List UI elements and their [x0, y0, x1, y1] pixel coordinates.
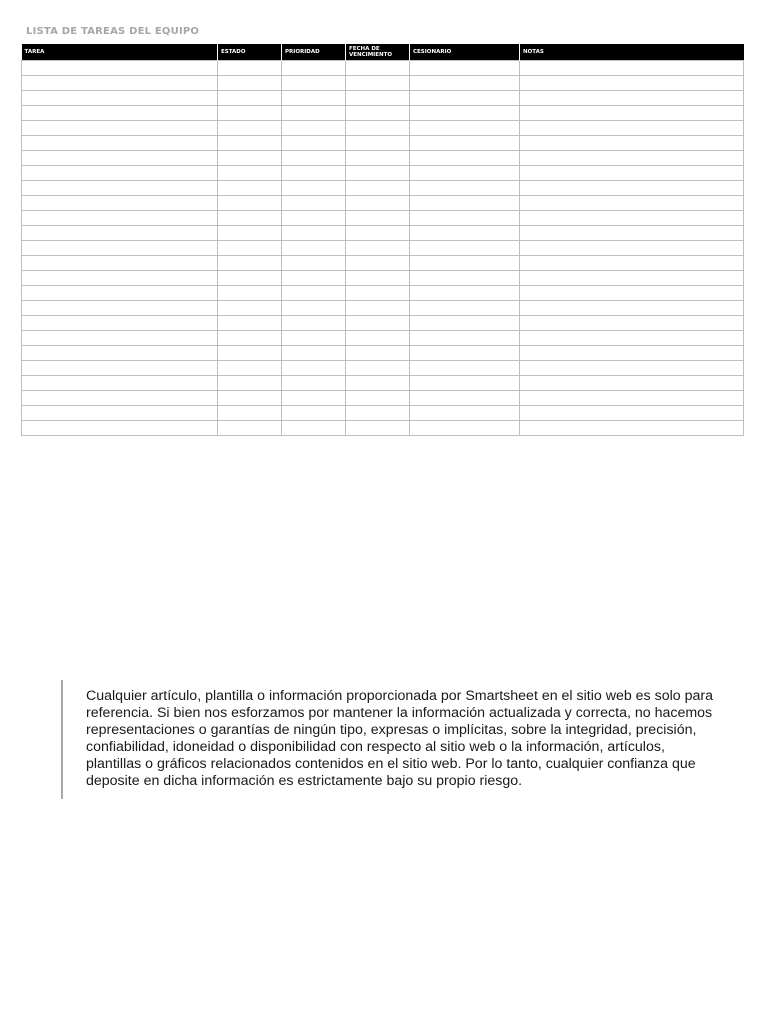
priority-cell[interactable] [282, 270, 346, 285]
priority-cell[interactable] [282, 60, 346, 75]
assignee-cell[interactable] [410, 405, 520, 420]
task-cell[interactable] [22, 300, 218, 315]
assignee-cell[interactable] [410, 75, 520, 90]
notes-cell[interactable] [520, 210, 744, 225]
table-row [22, 180, 744, 195]
table-row [22, 135, 744, 150]
disclaimer-text: Cualquier artículo, plantilla o información proporcionada por Smartsheet en el sitio web es solo para referencia. Si bien nos esforzamos por mantener la información actualizada y correcta, no hacemos representaciones o garantías de ningún tipo, expresas o implícitas, sobre la integridad, precisión, confiabilidad, idoneidad o disponibilidad con respecto al sitio web o la información, artículos, plantillas o gráficos relacionados contenidos en el sitio web. Por lo tanto, cualquier confianza que deposite en dicha información es estrictamente bajo su propio riesgo. [61, 680, 721, 799]
table-row [22, 150, 744, 165]
assignee-cell[interactable] [410, 315, 520, 330]
table-row [22, 255, 744, 270]
task-cell[interactable] [22, 270, 218, 285]
assignee-cell[interactable] [410, 270, 520, 285]
task-cell[interactable] [22, 210, 218, 225]
priority-cell[interactable] [282, 225, 346, 240]
task-cell[interactable] [22, 330, 218, 345]
task-cell[interactable] [22, 375, 218, 390]
due-date-cell[interactable] [346, 225, 410, 240]
status-cell[interactable] [218, 270, 282, 285]
status-cell[interactable] [218, 225, 282, 240]
assignee-cell[interactable] [410, 345, 520, 360]
notes-cell[interactable] [520, 90, 744, 105]
due-date-cell[interactable] [346, 360, 410, 375]
task-cell[interactable] [22, 135, 218, 150]
notes-cell[interactable] [520, 405, 744, 420]
table-row [22, 375, 744, 390]
notes-cell[interactable] [520, 330, 744, 345]
column-header-due-date: FECHA DE VENCIMIENTO [346, 44, 410, 60]
task-cell[interactable] [22, 75, 218, 90]
assignee-cell[interactable] [410, 420, 520, 435]
task-cell[interactable] [22, 390, 218, 405]
due-date-cell[interactable] [346, 405, 410, 420]
status-cell[interactable] [218, 390, 282, 405]
task-cell[interactable] [22, 285, 218, 300]
assignee-cell[interactable] [410, 90, 520, 105]
due-date-cell[interactable] [346, 255, 410, 270]
status-cell[interactable] [218, 165, 282, 180]
table-row [22, 105, 744, 120]
assignee-cell[interactable] [410, 210, 520, 225]
table-row [22, 60, 744, 75]
priority-cell[interactable] [282, 150, 346, 165]
notes-cell[interactable] [520, 75, 744, 90]
notes-cell[interactable] [520, 105, 744, 120]
assignee-cell[interactable] [410, 180, 520, 195]
status-cell[interactable] [218, 255, 282, 270]
table-row [22, 75, 744, 90]
table-row [22, 405, 744, 420]
assignee-cell[interactable] [410, 285, 520, 300]
notes-cell[interactable] [520, 165, 744, 180]
status-cell[interactable] [218, 285, 282, 300]
table-row [22, 210, 744, 225]
assignee-cell[interactable] [410, 360, 520, 375]
assignee-cell[interactable] [410, 105, 520, 120]
table-row [22, 315, 744, 330]
due-date-cell[interactable] [346, 345, 410, 360]
status-cell[interactable] [218, 420, 282, 435]
table-row [22, 240, 744, 255]
task-cell[interactable] [22, 405, 218, 420]
notes-cell[interactable] [520, 120, 744, 135]
priority-cell[interactable] [282, 420, 346, 435]
notes-cell[interactable] [520, 180, 744, 195]
status-cell[interactable] [218, 210, 282, 225]
notes-cell[interactable] [520, 60, 744, 75]
priority-cell[interactable] [282, 195, 346, 210]
priority-cell[interactable] [282, 75, 346, 90]
due-date-cell[interactable] [346, 195, 410, 210]
status-cell[interactable] [218, 120, 282, 135]
table-row [22, 270, 744, 285]
due-date-cell[interactable] [346, 375, 410, 390]
due-date-cell[interactable] [346, 60, 410, 75]
table-row [22, 120, 744, 135]
status-cell[interactable] [218, 180, 282, 195]
task-cell[interactable] [22, 60, 218, 75]
status-cell[interactable] [218, 240, 282, 255]
due-date-cell[interactable] [346, 135, 410, 150]
column-header-assignee: CESIONARIO [410, 44, 520, 60]
task-cell[interactable] [22, 195, 218, 210]
status-cell[interactable] [218, 345, 282, 360]
assignee-cell[interactable] [410, 255, 520, 270]
due-date-cell[interactable] [346, 420, 410, 435]
table-row [22, 420, 744, 435]
column-header-status: ESTADO [218, 44, 282, 60]
assignee-cell[interactable] [410, 240, 520, 255]
task-cell[interactable] [22, 90, 218, 105]
table-row [22, 225, 744, 240]
status-cell[interactable] [218, 330, 282, 345]
status-cell[interactable] [218, 300, 282, 315]
priority-cell[interactable] [282, 165, 346, 180]
table-row [22, 390, 744, 405]
status-cell[interactable] [218, 195, 282, 210]
due-date-cell[interactable] [346, 105, 410, 120]
priority-cell[interactable] [282, 330, 346, 345]
priority-cell[interactable] [282, 105, 346, 120]
task-cell[interactable] [22, 255, 218, 270]
task-cell[interactable] [22, 165, 218, 180]
notes-cell[interactable] [520, 135, 744, 150]
priority-cell[interactable] [282, 360, 346, 375]
priority-cell[interactable] [282, 285, 346, 300]
table-row [22, 300, 744, 315]
notes-cell[interactable] [520, 195, 744, 210]
due-date-cell[interactable] [346, 315, 410, 330]
priority-cell[interactable] [282, 405, 346, 420]
notes-cell[interactable] [520, 285, 744, 300]
due-date-cell[interactable] [346, 165, 410, 180]
notes-cell[interactable] [520, 255, 744, 270]
due-date-cell[interactable] [346, 180, 410, 195]
task-cell[interactable] [22, 240, 218, 255]
status-cell[interactable] [218, 150, 282, 165]
task-cell[interactable] [22, 180, 218, 195]
task-cell[interactable] [22, 120, 218, 135]
due-date-cell[interactable] [346, 285, 410, 300]
document-title: LISTA DE TAREAS DEL EQUIPO [26, 26, 200, 37]
due-date-cell[interactable] [346, 210, 410, 225]
priority-cell[interactable] [282, 90, 346, 105]
notes-cell[interactable] [520, 150, 744, 165]
column-header-notes: NOTAS [520, 44, 744, 60]
assignee-cell[interactable] [410, 195, 520, 210]
task-cell[interactable] [22, 345, 218, 360]
assignee-cell[interactable] [410, 375, 520, 390]
task-cell[interactable] [22, 315, 218, 330]
notes-cell[interactable] [520, 225, 744, 240]
status-cell[interactable] [218, 60, 282, 75]
assignee-cell[interactable] [410, 165, 520, 180]
due-date-cell[interactable] [346, 120, 410, 135]
table-row [22, 90, 744, 105]
task-table [21, 44, 744, 436]
status-cell[interactable] [218, 75, 282, 90]
assignee-cell[interactable] [410, 330, 520, 345]
due-date-cell[interactable] [346, 330, 410, 345]
priority-cell[interactable] [282, 300, 346, 315]
table-row [22, 330, 744, 345]
task-cell[interactable] [22, 225, 218, 240]
status-cell[interactable] [218, 90, 282, 105]
status-cell[interactable] [218, 375, 282, 390]
due-date-cell[interactable] [346, 300, 410, 315]
table-row [22, 345, 744, 360]
status-cell[interactable] [218, 315, 282, 330]
status-cell[interactable] [218, 105, 282, 120]
status-cell[interactable] [218, 135, 282, 150]
table-row [22, 285, 744, 300]
notes-cell[interactable] [520, 420, 744, 435]
column-header-priority: PRIORIDAD [282, 44, 346, 60]
notes-cell[interactable] [520, 360, 744, 375]
due-date-cell[interactable] [346, 270, 410, 285]
priority-cell[interactable] [282, 135, 346, 150]
due-date-cell[interactable] [346, 390, 410, 405]
assignee-cell[interactable] [410, 300, 520, 315]
notes-cell[interactable] [520, 390, 744, 405]
notes-cell[interactable] [520, 240, 744, 255]
assignee-cell[interactable] [410, 390, 520, 405]
task-cell[interactable] [22, 105, 218, 120]
priority-cell[interactable] [282, 240, 346, 255]
due-date-cell[interactable] [346, 75, 410, 90]
priority-cell[interactable] [282, 120, 346, 135]
assignee-cell[interactable] [410, 150, 520, 165]
priority-cell[interactable] [282, 180, 346, 195]
priority-cell[interactable] [282, 390, 346, 405]
priority-cell[interactable] [282, 210, 346, 225]
task-cell[interactable] [22, 360, 218, 375]
notes-cell[interactable] [520, 345, 744, 360]
task-cell[interactable] [22, 420, 218, 435]
column-header-task: TAREA [22, 44, 218, 60]
due-date-cell[interactable] [346, 150, 410, 165]
priority-cell[interactable] [282, 255, 346, 270]
task-cell[interactable] [22, 150, 218, 165]
table-row [22, 195, 744, 210]
status-cell[interactable] [218, 405, 282, 420]
notes-cell[interactable] [520, 270, 744, 285]
assignee-cell[interactable] [410, 135, 520, 150]
table-header-row [22, 44, 744, 60]
priority-cell[interactable] [282, 375, 346, 390]
table-row [22, 360, 744, 375]
priority-cell[interactable] [282, 315, 346, 330]
assignee-cell[interactable] [410, 120, 520, 135]
assignee-cell[interactable] [410, 225, 520, 240]
due-date-cell[interactable] [346, 240, 410, 255]
status-cell[interactable] [218, 360, 282, 375]
notes-cell[interactable] [520, 375, 744, 390]
table-body [22, 60, 744, 435]
priority-cell[interactable] [282, 345, 346, 360]
notes-cell[interactable] [520, 300, 744, 315]
assignee-cell[interactable] [410, 60, 520, 75]
table-row [22, 165, 744, 180]
notes-cell[interactable] [520, 315, 744, 330]
due-date-cell[interactable] [346, 90, 410, 105]
